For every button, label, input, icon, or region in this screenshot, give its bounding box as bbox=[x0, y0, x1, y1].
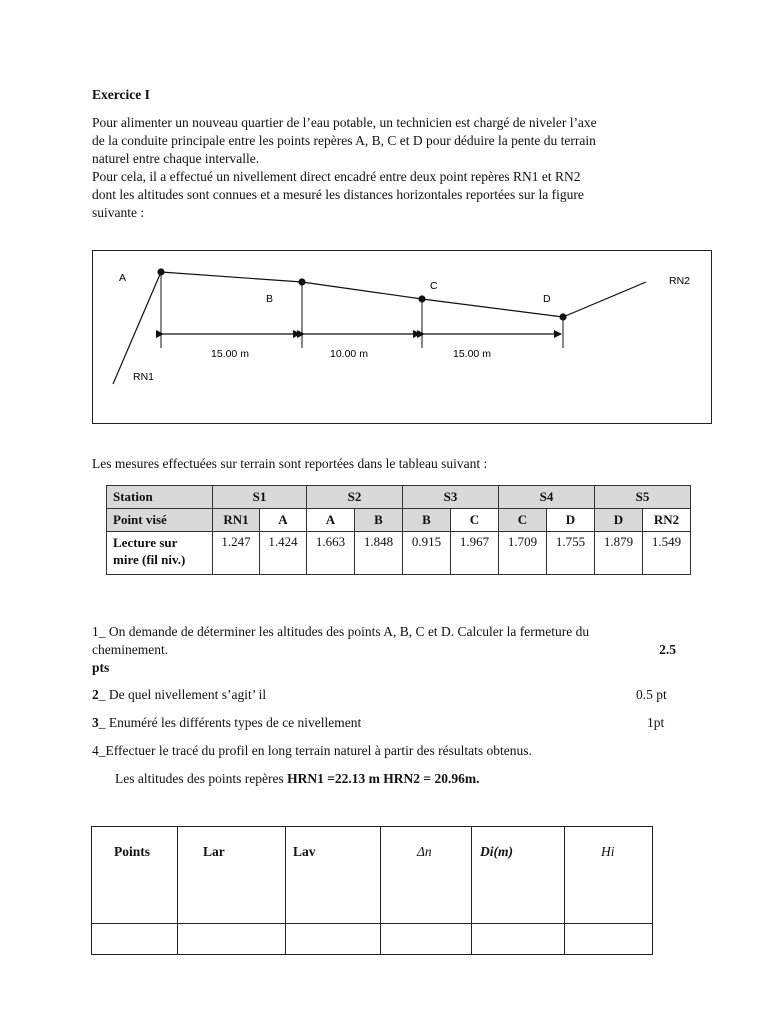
label-rn1: RN1 bbox=[133, 371, 155, 383]
station-header: Station bbox=[107, 486, 213, 509]
results-empty-row bbox=[92, 924, 653, 955]
sight-line-rn1 bbox=[113, 272, 161, 384]
altitudes-prefix: Les altitudes des points repères bbox=[115, 771, 288, 786]
terrain-profile-line bbox=[161, 272, 563, 317]
point-c-marker bbox=[418, 295, 425, 302]
label-b: B bbox=[266, 293, 274, 305]
point-cell: A bbox=[260, 509, 307, 532]
empty-cell[interactable] bbox=[286, 924, 381, 955]
empty-cell[interactable] bbox=[92, 924, 178, 955]
question-3-number: 3 bbox=[92, 715, 99, 730]
reading-cell: 1.663 bbox=[307, 532, 355, 575]
question-1-points-unit: pts bbox=[92, 660, 110, 675]
empty-cell[interactable] bbox=[565, 924, 653, 955]
intro-line: suivante : bbox=[92, 205, 145, 220]
question-1-line1: 1_ On demande de déterminer les altitudes des points A, B, C et D. Calculer la fermeture du bbox=[92, 624, 590, 639]
label-rn2: RN2 bbox=[669, 275, 691, 287]
question-1 bbox=[92, 623, 676, 677]
point-cell: RN2 bbox=[643, 509, 691, 532]
header-points: Points bbox=[92, 827, 178, 924]
distance-label-bc: 10.00 m bbox=[330, 348, 368, 360]
point-d-marker bbox=[559, 313, 566, 320]
reading-cell: 1.967 bbox=[451, 532, 499, 575]
question-1-points: 2.5 bbox=[659, 642, 676, 657]
station-row bbox=[107, 486, 691, 509]
point-cell: RN1 bbox=[213, 509, 260, 532]
header-altitude: Hi bbox=[565, 827, 653, 924]
reading-cell: 1.709 bbox=[499, 532, 547, 575]
point-a-marker bbox=[157, 268, 164, 275]
point-vise-row bbox=[107, 509, 691, 532]
lecture-header bbox=[107, 532, 213, 575]
reference-altitudes bbox=[115, 770, 479, 788]
point-cell: C bbox=[499, 509, 547, 532]
exercise-title: Exercice I bbox=[92, 87, 150, 102]
point-cell: B bbox=[403, 509, 451, 532]
header-delta-n: Δn bbox=[381, 827, 472, 924]
label-d: D bbox=[543, 293, 551, 305]
table-intro: Les mesures effectuées sur terrain sont reportées dans le tableau suivant : bbox=[92, 456, 488, 471]
intro-line: de la conduite principale entre les points repères A, B, C et D pour déduire la pente du terrain bbox=[92, 133, 596, 148]
question-2 bbox=[92, 686, 266, 704]
label-a: A bbox=[119, 272, 127, 284]
point-cell: D bbox=[547, 509, 595, 532]
question-4: 4_Effectuer le tracé du profil en long terrain naturel à partir des résultats obtenus. bbox=[92, 743, 532, 758]
reading-cell: 0.915 bbox=[403, 532, 451, 575]
question-2-number: 2 bbox=[92, 687, 99, 702]
question-1-line2: cheminement. bbox=[92, 642, 169, 657]
label-c: C bbox=[430, 280, 438, 292]
station-cell: S5 bbox=[595, 486, 691, 509]
intro-line: naturel entre chaque intervalle. bbox=[92, 151, 260, 166]
station-cell: S3 bbox=[403, 486, 499, 509]
reading-cell: 1.549 bbox=[643, 532, 691, 575]
reading-cell: 1.424 bbox=[260, 532, 307, 575]
reading-cell: 1.848 bbox=[355, 532, 403, 575]
altitude-rn2: HRN2 = 20.96m. bbox=[383, 771, 480, 786]
altitude-rn1: HRN1 =22.13 m bbox=[287, 771, 380, 786]
station-cell: S2 bbox=[307, 486, 403, 509]
point-vise-header: Point visé bbox=[107, 509, 213, 532]
results-header-row bbox=[92, 827, 653, 924]
question-2-text: _ De quel nivellement s’agit’ il bbox=[98, 687, 267, 702]
intro-line: dont les altitudes sont connues et a mesuré les distances horizontales reportées sur la figure bbox=[92, 187, 584, 202]
point-cell: D bbox=[595, 509, 643, 532]
lecture-header-line2: mire (fil niv.) bbox=[113, 552, 186, 567]
intro-line: Pour cela, il a effectué un nivellement direct encadré entre deux point repères RN1 et RN2 bbox=[92, 169, 581, 184]
point-b-marker bbox=[298, 278, 305, 285]
distance-label-ab: 15.00 m bbox=[211, 348, 249, 360]
station-cell: S4 bbox=[499, 486, 595, 509]
header-lar: Lar bbox=[178, 827, 286, 924]
question-2-points: 0.5 pt bbox=[636, 687, 667, 702]
results-table bbox=[91, 826, 653, 955]
point-cell: B bbox=[355, 509, 403, 532]
header-distance: Di(m) bbox=[472, 827, 565, 924]
point-cell: A bbox=[307, 509, 355, 532]
readings-row bbox=[107, 532, 691, 575]
reading-cell: 1.879 bbox=[595, 532, 643, 575]
header-lav: Lav bbox=[286, 827, 381, 924]
question-3 bbox=[92, 714, 361, 732]
empty-cell[interactable] bbox=[472, 924, 565, 955]
profile-diagram bbox=[93, 251, 713, 425]
question-3-text: _ Enuméré les différents types de ce nivellement bbox=[98, 715, 362, 730]
intro-paragraph bbox=[92, 114, 597, 222]
station-cell: S1 bbox=[213, 486, 307, 509]
empty-cell[interactable] bbox=[381, 924, 472, 955]
reading-cell: 1.247 bbox=[213, 532, 260, 575]
measurements-table bbox=[106, 485, 691, 575]
levelling-figure bbox=[92, 250, 712, 424]
intro-line: Pour alimenter un nouveau quartier de l’eau potable, un technicien est chargé de niveler l’axe bbox=[92, 115, 597, 130]
empty-cell[interactable] bbox=[178, 924, 286, 955]
lecture-header-line1: Lecture sur bbox=[113, 535, 178, 550]
sight-line-rn2 bbox=[563, 282, 646, 317]
point-cell: C bbox=[451, 509, 499, 532]
reading-cell: 1.755 bbox=[547, 532, 595, 575]
question-3-points: 1pt bbox=[647, 715, 665, 730]
distance-label-cd: 15.00 m bbox=[453, 348, 491, 360]
